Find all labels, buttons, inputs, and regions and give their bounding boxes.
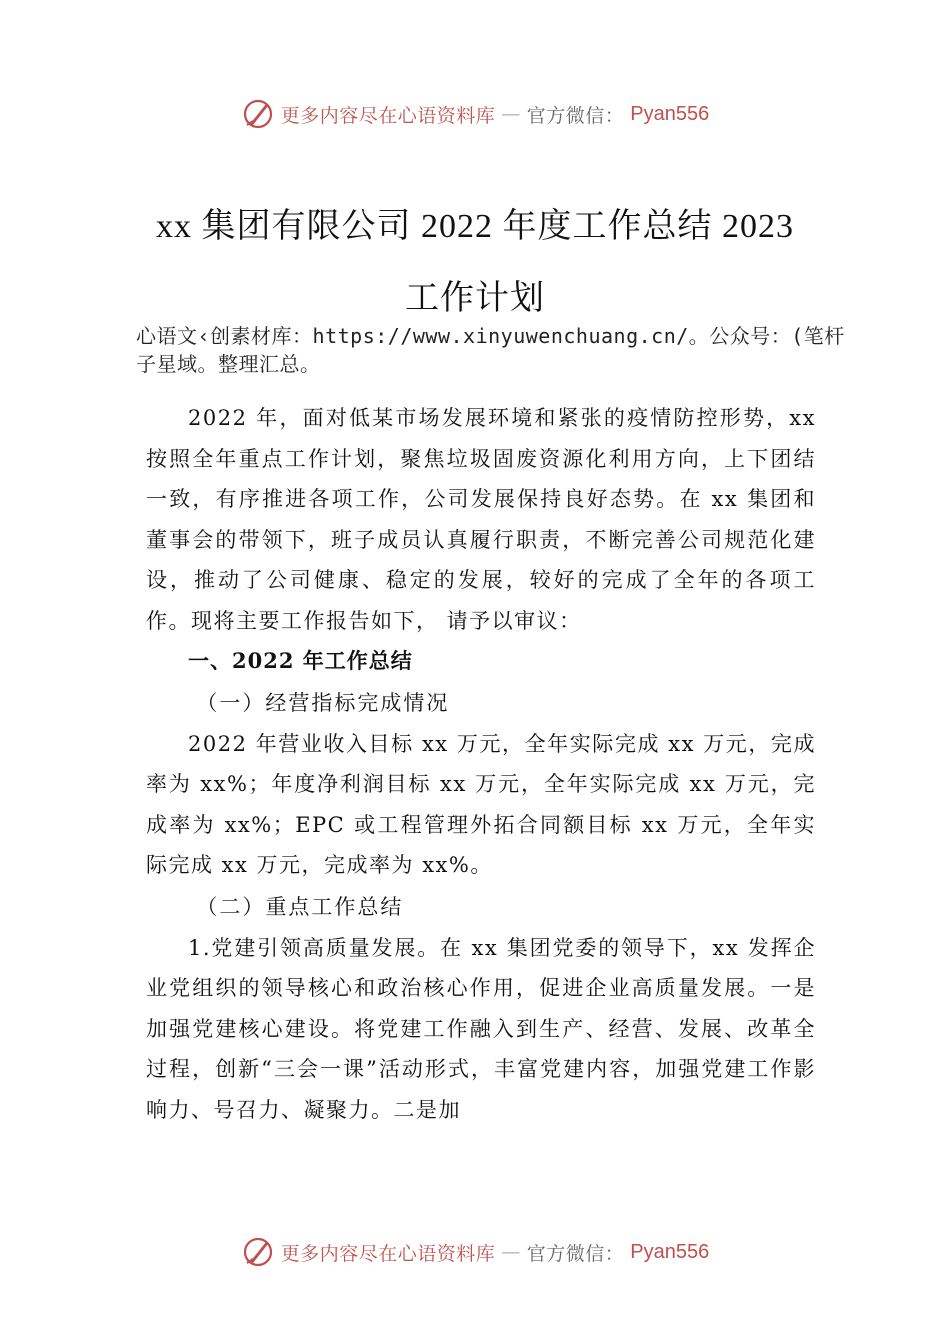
- section-heading: 一、2022 年工作总结: [188, 648, 413, 673]
- intro-paragraph: 2022 年，面对低某市场发展环境和紧张的疫情防控形势，xx 按照全年重点工作计划，聚焦垃圾固废资源化利用方向，上下团结一致，有序推进各项工作，公司发展保持良好态势。在 xx 集团和董事会的带领下，班子成员认真履行职责，不断完善公司规范化建设，推动了公司健康、稳定的发展，较好的完成了全年的各项工作。现将主要工作报告如下， 请予以审议：: [146, 406, 816, 633]
- subsection-heading: （二）重点工作总结: [196, 894, 404, 919]
- banner-separator: —: [501, 1241, 521, 1263]
- document-body: [146, 398, 816, 1130]
- banner-text: 更多内容尽在心语资料库: [280, 1242, 496, 1265]
- body-paragraph: 1.党建引领高质量发展。在 xx 集团党委的领导下，xx 发挥企业党组织的领导核心和政治核心作用，促进企业高质量发展。一是加强党建核心建设。将党建工作融入到生产、经营、发展、改革全过程，创新“三会一课”活动形式，丰富党建内容，加强党建工作影响力、号召力、凝聚力。二是加: [146, 935, 816, 1122]
- banner-text: 更多内容尽在心语资料库: [280, 104, 496, 127]
- banner-wechat-id: Pyan556: [630, 1240, 710, 1263]
- body-paragraph: 2022 年营业收入目标 xx 万元，全年实际完成 xx 万元，完成率为 xx%；年度净利润目标 xx 万元，全年实际完成 xx 万元，完成率为 xx%；EPC 或工程管理外拓合同额目标 xx 万元，全年实际完成 xx 万元，完成率为 xx%。: [146, 731, 816, 877]
- header-banner: [0, 94, 950, 134]
- document-title-line-1: xx 集团有限公司 2022 年度工作总结 2023: [156, 208, 794, 245]
- banner-label: 官方微信：: [526, 1242, 625, 1265]
- quill-logo-icon: [241, 1235, 275, 1269]
- banner-label: 官方微信：: [526, 104, 625, 127]
- document-title-line-2: 工作计划: [405, 280, 545, 317]
- banner-wechat-id: Pyan556: [630, 102, 710, 125]
- subsection-heading: （一）经营指标完成情况: [196, 690, 450, 715]
- banner-separator: —: [501, 103, 521, 125]
- footer-banner: [0, 1232, 950, 1272]
- source-note: 心语文‹创素材库：https://www.xinyuwenchuang.cn/。公众号：(笔杆子星域。整理汇总。: [136, 324, 845, 376]
- quill-logo-icon: [241, 97, 275, 131]
